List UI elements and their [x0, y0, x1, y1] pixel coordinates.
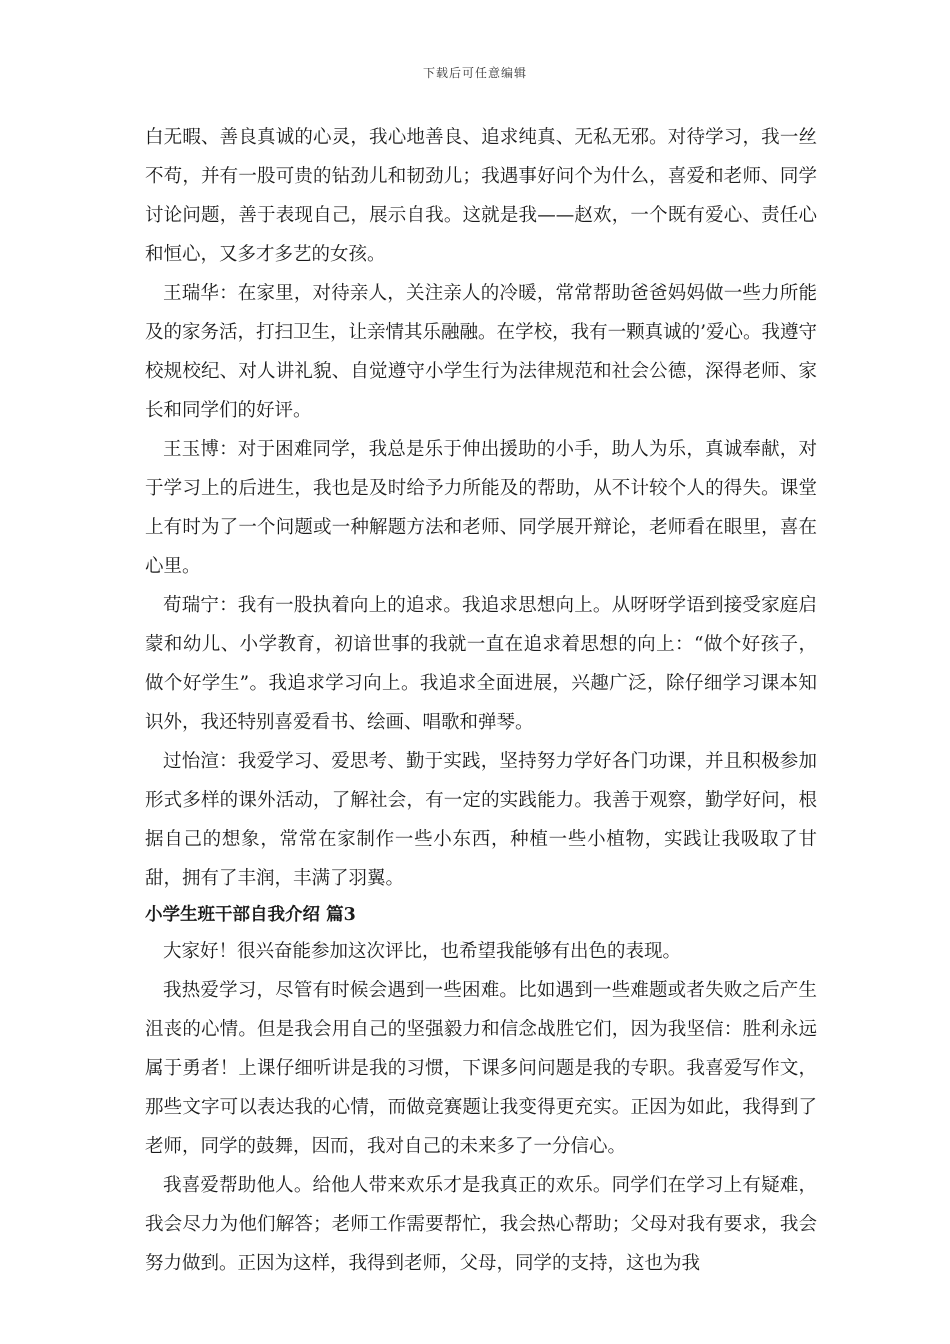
document-body	[145, 118, 817, 1283]
paragraph-wang-yubo: 王玉博：对于困难同学，我总是乐于伸出援助的小手，助人为乐，真诚奉献，对于学习上的后进生，我也是及时给予力所能及的帮助，从不计较个人的得失。课堂上有时为了一个问题或一种解题方法和老师、同学展开辩论，老师看在眼里，喜在心里。	[145, 439, 817, 577]
section-heading: 小学生班干部自我介绍 篇3	[145, 905, 356, 925]
paragraph-xun-ruining: 荀瑞宁：我有一股执着向上的追求。我追求思想向上。从呀呀学语到接受家庭启蒙和幼儿、小学教育，初谙世事的我就一直在追求着思想的向上：“做个好孩子，做个好学生”。我追求学习向上。我追求全面进展，兴趣广泛，除仔细学习课本知识外，我还特别喜爱看书、绘画、唱歌和弹琴。	[145, 595, 817, 733]
paragraph-helping-others: 我喜爱帮助他人。给他人带来欢乐才是我真正的欢乐。同学们在学习上有疑难，我会尽力为他们解答；老师工作需要帮忙，我会热心帮助；父母对我有要求，我会努力做到。正因为这样，我得到老师，父母，同学的支持，这也为我	[145, 1175, 817, 1274]
paragraph-love-learning: 我热爱学习，尽管有时候会遇到一些困难。比如遇到一些难题或者失败之后产生沮丧的心情。但是我会用自己的坚强毅力和信念战胜它们，因为我坚信：胜利永远属于勇者！上课仔细听讲是我的习惯，下课多问问题是我的专职。我喜爱写作文，那些文字可以表达我的心情，而做竞赛题让我变得更充实。正因为如此，我得到了老师，同学的鼓舞，因而，我对自己的未来多了一分信心。	[145, 980, 817, 1157]
paragraph-greeting: 大家好！很兴奋能参加这次评比，也希望我能够有出色的表现。	[163, 941, 682, 962]
page-header: 下载后可任意编辑	[422, 66, 527, 80]
paragraph-wang-ruihua: 王瑞华：在家里，对待亲人，关注亲人的冷暖，常常帮助爸爸妈妈做一些力所能及的家务活，打扫卫生，让亲情其乐融融。在学校，我有一颗真诚的’爱心。我遵守校规校纪、对人讲礼貌、自觉遵守小学生行为法律规范和社会公德，深得老师、家长和同学们的好评。	[145, 283, 817, 421]
paragraph-guo-yixuan: 过怡渲：我爱学习、爱思考、勤于实践，坚持努力学好各门功课，并且积极参加形式多样的课外活动，了解社会，有一定的实践能力。我善于观察，勤学好问，根据自己的想象，常常在家制作一些小东西，种植一些小植物，实践让我吸取了甘甜，拥有了丰润，丰满了羽翼。	[145, 751, 817, 889]
paragraph-continuation: 白无暇、善良真诚的心灵，我心地善良、追求纯真、无私无邪。对待学习，我一丝不苟，并有一股可贵的钻劲儿和韧劲儿；我遇事好问个为什么，喜爱和老师、同学讨论问题，善于表现自己，展示自我。这就是我——赵欢，一个既有爱心、责任心和恒心，又多才多艺的女孩。	[145, 127, 817, 265]
